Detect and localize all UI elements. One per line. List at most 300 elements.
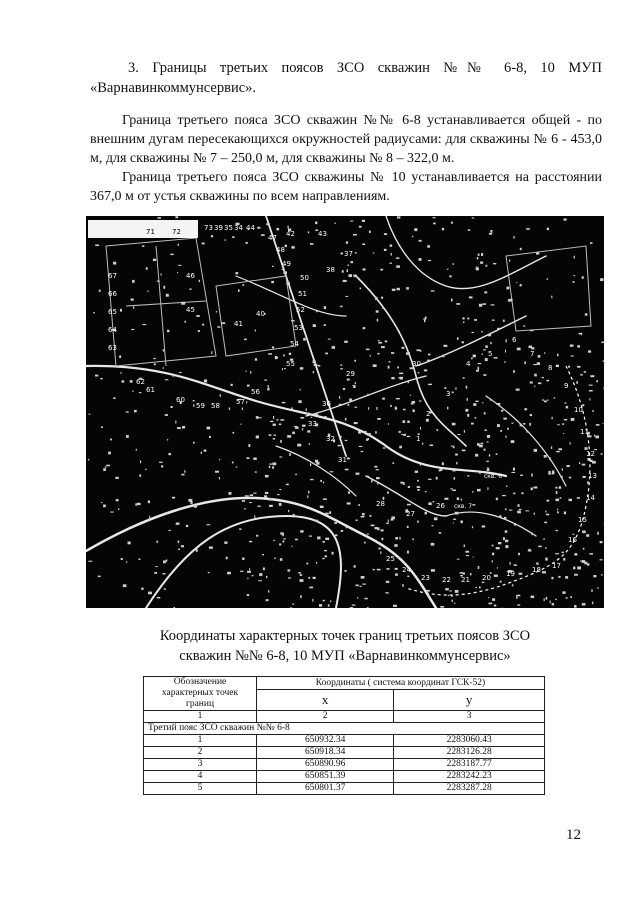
map-speck [591,589,592,591]
map-speck [398,557,400,558]
map-speck [106,465,110,467]
map-speck [282,269,284,270]
map-speck [364,431,366,433]
map-speck [279,456,282,457]
map-speck [399,537,400,540]
map-speck [207,427,211,430]
map-speck [309,536,312,537]
map-speck [534,374,537,377]
map-speck [597,532,599,535]
map-label: 25 [386,555,395,563]
map-speck [500,581,502,583]
map-speck [481,331,483,332]
map-speck [479,586,481,588]
map-speck [513,493,515,495]
map-speck [442,355,444,358]
map-speck [518,504,520,507]
map-speck [588,350,591,352]
map-speck [428,479,432,480]
map-speck [489,233,492,235]
map-speck [209,547,213,549]
map-speck [517,604,520,605]
map-speck [148,592,152,595]
map-speck [295,539,298,541]
map-speck [288,226,289,229]
map-speck [325,513,329,515]
map-speck [273,424,276,426]
map-speck [95,375,98,377]
map-speck [163,560,166,563]
map-speck [363,327,366,329]
map-label: 20 [482,574,491,582]
map-speck [452,600,453,602]
map-speck [340,436,342,438]
map-speck [118,508,119,510]
map-speck [165,414,168,416]
map-speck [349,274,353,277]
map-speck [517,511,521,514]
map-speck [250,494,254,496]
map-speck [477,489,481,492]
map-speck [520,424,522,427]
map-speck [484,412,486,414]
map-speck [135,503,136,506]
map-speck [361,451,364,452]
map-speck [126,561,127,562]
map-speck [216,311,217,312]
map-speck [493,263,496,265]
map-speck [533,487,537,489]
map-speck [99,290,101,292]
map-speck [350,607,353,608]
map-speck [511,440,515,443]
map-speck [140,461,141,464]
map-speck [590,375,594,377]
map-speck [492,320,495,321]
map-speck [475,454,478,457]
map-speck [571,356,574,357]
map-speck [273,540,275,541]
map-speck [300,579,304,582]
map-speck [587,481,589,484]
map-speck [219,459,220,460]
map-speck [270,463,272,464]
map-speck [464,430,465,433]
map-speck [491,304,495,305]
map-speck [171,406,173,408]
map-speck [472,504,475,505]
map-speck [573,534,575,535]
map-label: 10 [574,406,583,414]
map-speck [503,320,505,322]
map-speck [453,519,456,520]
map-speck [492,553,494,556]
map-speck [348,265,350,266]
map-speck [266,223,270,225]
map-speck [413,409,415,412]
map-speck [472,526,473,528]
map-speck [373,364,377,367]
map-speck [519,573,523,575]
map-speck [101,426,103,428]
map-speck [569,477,571,479]
map-speck [265,475,269,477]
map-speck [146,267,148,269]
map-speck [467,318,469,320]
map-speck [310,463,311,466]
zone-boundary-line [406,366,590,595]
map-speck [322,541,325,543]
coord-x: 650918.34 [257,747,394,759]
map-speck [193,400,195,402]
map-speck [157,281,160,282]
map-speck [100,378,102,380]
map-speck [347,379,350,381]
map-speck [556,451,560,452]
map-speck [550,601,551,604]
map-speck [374,466,377,468]
map-speck [566,406,568,409]
map-speck [432,525,434,526]
map-speck [505,540,508,543]
map-speck [519,509,522,510]
map-speck [350,261,353,263]
map-speck [482,402,483,403]
map-speck [381,529,384,531]
map-speck [341,253,344,255]
map-speck [291,246,294,248]
map-speck [136,449,137,451]
map-speck [428,260,431,261]
map-texture [88,216,604,608]
map-speck [355,382,356,384]
map-label: 24 [402,566,411,574]
map-speck [391,352,394,354]
map-speck [526,431,528,432]
map-speck [360,288,361,290]
map-label: 39 [214,224,223,232]
map-speck [562,423,564,425]
map-speck [419,258,422,261]
map-speck [397,288,400,291]
section-heading: 3. Границы третьих поясов ЗСО скважин №№ 6-8, 10 МУП «Варнавинкоммунсервис». [90,60,602,96]
map-speck [316,462,319,465]
map-label: 14 [586,494,595,502]
map-speck [121,558,123,560]
map-label: 37 [344,250,353,258]
map-speck [315,222,317,225]
map-speck [406,287,409,290]
map-label: 8 [548,364,553,372]
point-number: 2 [144,747,257,759]
map-speck [507,428,509,430]
map-speck [377,418,381,420]
map-speck [516,282,517,283]
map-speck [510,562,511,565]
map-speck [266,599,269,601]
map-speck [520,475,523,476]
map-speck [505,508,507,510]
map-speck [492,560,493,562]
map-speck [531,488,533,491]
map-speck [531,532,532,535]
map-speck [358,431,361,434]
map-speck [388,423,389,425]
map-speck [399,446,402,449]
map-speck [291,320,295,321]
map-speck [471,423,474,425]
map-speck [366,349,370,351]
map-speck [430,445,434,447]
map-speck [490,342,491,344]
map-speck [570,442,571,445]
map-speck [492,545,494,547]
map-speck [505,436,506,438]
map-speck [246,401,247,403]
map-speck [475,401,478,402]
map-speck [547,500,550,502]
map-speck [453,522,454,523]
map-speck [220,394,221,397]
map-speck [488,597,489,598]
map-speck [247,457,250,459]
map-speck [157,597,161,599]
map-speck [415,471,418,473]
map-speck [407,551,409,554]
map-speck [267,388,269,391]
map-speck [551,296,552,299]
map-speck [448,595,449,596]
map-speck [505,350,506,353]
map-speck [303,338,306,341]
map-speck [141,588,143,590]
map-speck [354,360,356,362]
map-speck [573,567,575,570]
map-speck [283,271,287,274]
map-speck [297,444,301,447]
map-speck [227,572,231,575]
map-speck [544,598,545,601]
map-speck [302,425,305,427]
map-speck [462,450,466,452]
map-speck [376,469,379,470]
map-speck [445,588,449,590]
map-speck [163,349,164,351]
map-speck [407,526,409,528]
map-speck [255,471,257,472]
map-speck [244,339,247,341]
map-speck [269,498,273,501]
map-speck [453,263,454,265]
map-speck [499,515,501,517]
map-speck [433,217,436,218]
map-speck [447,269,449,270]
map-speck [389,361,391,362]
map-speck [175,216,178,218]
map-speck [123,584,127,587]
map-speck [320,506,324,508]
map-speck [410,395,411,396]
map-speck [436,429,438,431]
map-speck [356,520,358,522]
map-speck [484,449,486,451]
map-speck [346,527,347,529]
well-label-6: скв. 6 [484,473,503,480]
map-speck [418,372,420,373]
map-speck [464,545,465,548]
map-speck [511,472,515,473]
map-speck [255,330,256,332]
map-speck [378,548,380,550]
map-speck [595,436,599,439]
map-speck [229,408,230,410]
map-speck [548,474,551,475]
map-speck [240,424,241,425]
map-speck [254,515,255,518]
map-speck [163,286,165,289]
map-speck [341,530,343,532]
map-speck [147,291,148,292]
map-speck [392,462,394,464]
map-speck [353,234,357,236]
map-speck [557,509,558,511]
map-speck [496,547,500,549]
map-speck [557,511,559,513]
map-label: 55 [286,360,295,368]
map-speck [514,564,517,566]
map-speck [316,562,317,564]
map-label: 5 [488,350,493,358]
map-speck [457,337,459,340]
map-speck [343,280,347,282]
map-speck [396,257,400,259]
map-speck [395,568,398,570]
map-speck [400,377,403,380]
map-label: 23 [421,574,430,582]
map-speck [501,410,503,412]
map-speck [484,291,487,293]
map-speck [504,517,507,520]
map-speck [513,370,515,373]
map-speck [376,407,377,410]
map-speck [274,558,275,560]
map-label: 17 [552,562,561,570]
map-speck [276,419,278,420]
map-speck [361,516,365,517]
map-speck [88,561,92,562]
map-speck [338,445,341,447]
map-speck [419,240,422,242]
map-speck [564,512,566,515]
map-speck [306,413,310,415]
map-speck [592,410,594,412]
map-speck [565,403,567,404]
coord-x: 650851.39 [257,771,394,783]
table-caption [86,626,604,666]
map-speck [265,492,268,494]
map-speck [487,435,490,438]
map-speck [564,218,567,220]
map-speck [143,324,147,325]
map-label: 54 [290,340,299,348]
map-speck [348,404,350,406]
map-speck [300,574,303,576]
map-speck [250,371,251,374]
map-speck [489,454,490,456]
page-number: 12 [566,827,581,843]
map-speck [397,216,400,218]
map-speck [536,563,538,565]
map-speck [289,453,291,456]
map-speck [390,245,393,247]
map-label: 19 [506,570,515,578]
map-speck [204,379,207,382]
map-speck [561,552,564,553]
map-speck [269,466,271,468]
map-speck [122,380,125,382]
map-speck [172,497,175,499]
map-speck [293,514,295,516]
point-number: 3 [144,759,257,771]
map-speck [475,587,477,588]
map-speck [306,408,307,411]
map-speck [536,253,539,255]
map-speck [408,380,409,383]
map-speck [484,430,487,431]
map-speck [373,253,375,254]
map-speck [590,242,593,244]
map-speck [414,228,417,231]
map-speck [98,576,101,578]
map-speck [590,460,593,462]
map-speck [386,568,389,570]
table-header-row [144,677,545,690]
map-speck [159,462,163,463]
map-speck [444,498,448,500]
map-speck [276,228,279,230]
map-speck [181,474,184,476]
coordinates-table [143,676,545,795]
map-speck [423,318,426,320]
map-speck [334,223,336,224]
map-speck [381,346,385,348]
map-speck [403,434,406,436]
map-speck [139,392,142,393]
map-speck [401,434,403,435]
map-speck [328,604,330,606]
map-speck [313,324,316,327]
table-row [144,747,545,759]
map-label: 62 [136,378,145,386]
map-speck [603,361,604,362]
map-speck [457,434,460,435]
map-speck [408,486,410,488]
map-speck [431,569,435,572]
coord-x: 650801.37 [257,783,394,795]
map-speck [247,571,251,573]
map-speck [280,532,284,534]
zone-map-image [86,216,604,608]
map-speck [217,326,220,327]
map-speck [502,495,506,496]
map-speck [476,268,479,270]
caption-line-2: скважин №№ 6-8, 10 МУП «Варнавинкоммунсервис» [179,648,511,664]
map-speck [487,487,488,490]
map-speck [454,603,455,604]
map-speck [396,398,400,399]
map-speck [582,531,586,534]
map-speck [556,499,560,502]
